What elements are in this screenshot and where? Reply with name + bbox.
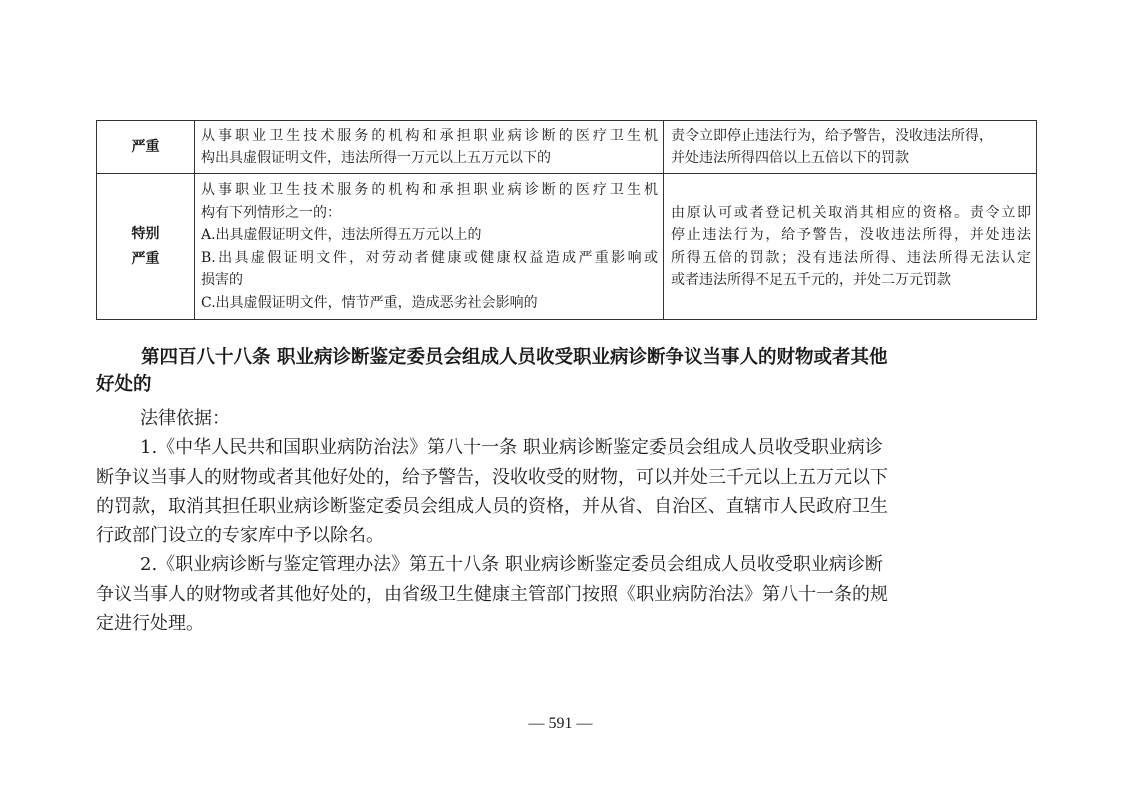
condition-line: 从事职业卫生技术服务的机构和承担职业病诊断的医疗卫生机 [201,182,658,198]
table-row [97,121,1037,174]
condition-cell [195,121,664,174]
penalty-line: 或者违法所得不足五千元的，并处二万元罚款 [671,272,951,288]
penalty-line: 并处违法所得四倍以上五倍以下的罚款 [671,150,909,166]
legal-basis-line: 的罚款，取消其担任职业病诊断鉴定委员会组成人员的资格，并从省、自治区、直辖市人民政府卫生 [96,495,888,517]
legal-basis-line: 定进行处理。 [96,613,204,635]
condition-line: 构出具虚假证明文件，违法所得一万元以上五万元以下的 [201,150,551,166]
severity-cell [97,174,195,320]
condition-line: 构有下列情形之一的： [201,204,341,221]
penalty-table [96,120,1037,320]
legal-basis-line: 行政部门设立的专家库中予以除名。 [96,525,384,547]
penalty-line: 由原认可或者登记机关取消其相应的资格。责令立即 [671,204,1031,221]
legal-basis-line: 争议当事人的财物或者其他好处的，由省级卫生健康主管部门按照《职业病防治法》第八十一条的规 [96,583,888,605]
table-row [97,174,1037,320]
legal-basis-label: 法律依据： [140,408,230,429]
condition-line: 损害的 [201,272,243,288]
condition-line: 从事职业卫生技术服务的机构和承担职业病诊断的医疗卫生机 [201,127,658,144]
penalty-line: 停止违法行为，给予警告，没收违法所得，并处违法 [671,227,1031,243]
severity-cell [97,121,195,174]
severity-label: 特别 [131,225,160,242]
article-title-line: 第四百八十八条 职业病诊断鉴定委员会组成人员收受职业病诊断争议当事人的财物或者其他 [141,347,888,368]
condition-line: B.出具虚假证明文件，对劳动者健康或健康权益造成严重影响或 [201,249,658,266]
condition-line: A.出具虚假证明文件，违法所得五万元以上的 [201,227,482,243]
page-number: — 591 — [528,715,593,732]
legal-basis-line: 2.《职业病诊断与鉴定管理办法》第五十八条 职业病诊断鉴定委员会组成人员收受职业病诊断 [140,554,883,576]
penalty-cell [664,174,1037,320]
penalty-line: 所得五倍的罚款；没有违法所得、违法所得无法认定 [671,249,1031,266]
condition-cell [195,174,664,320]
severity-label: 严重 [131,250,160,267]
penalty-cell [664,121,1037,174]
legal-basis-line: 断争议当事人的财物或者其他好处的，给予警告，没收收受的财物，可以并处三千元以上五万元以下 [96,466,888,488]
condition-line: C.出具虚假证明文件，情节严重，造成恶劣社会影响的 [201,294,538,311]
article-title-line: 好处的 [96,374,152,395]
legal-basis-line: 1.《中华人民共和国职业病防治法》第八十一条 职业病诊断鉴定委员会组成人员收受职业病诊 [140,437,883,459]
legal-basis-section [96,404,1026,638]
severity-label: 严重 [131,138,160,155]
penalty-line: 责令立即停止违法行为，给予警告，没收违法所得， [671,127,993,144]
article-heading [96,344,1026,398]
